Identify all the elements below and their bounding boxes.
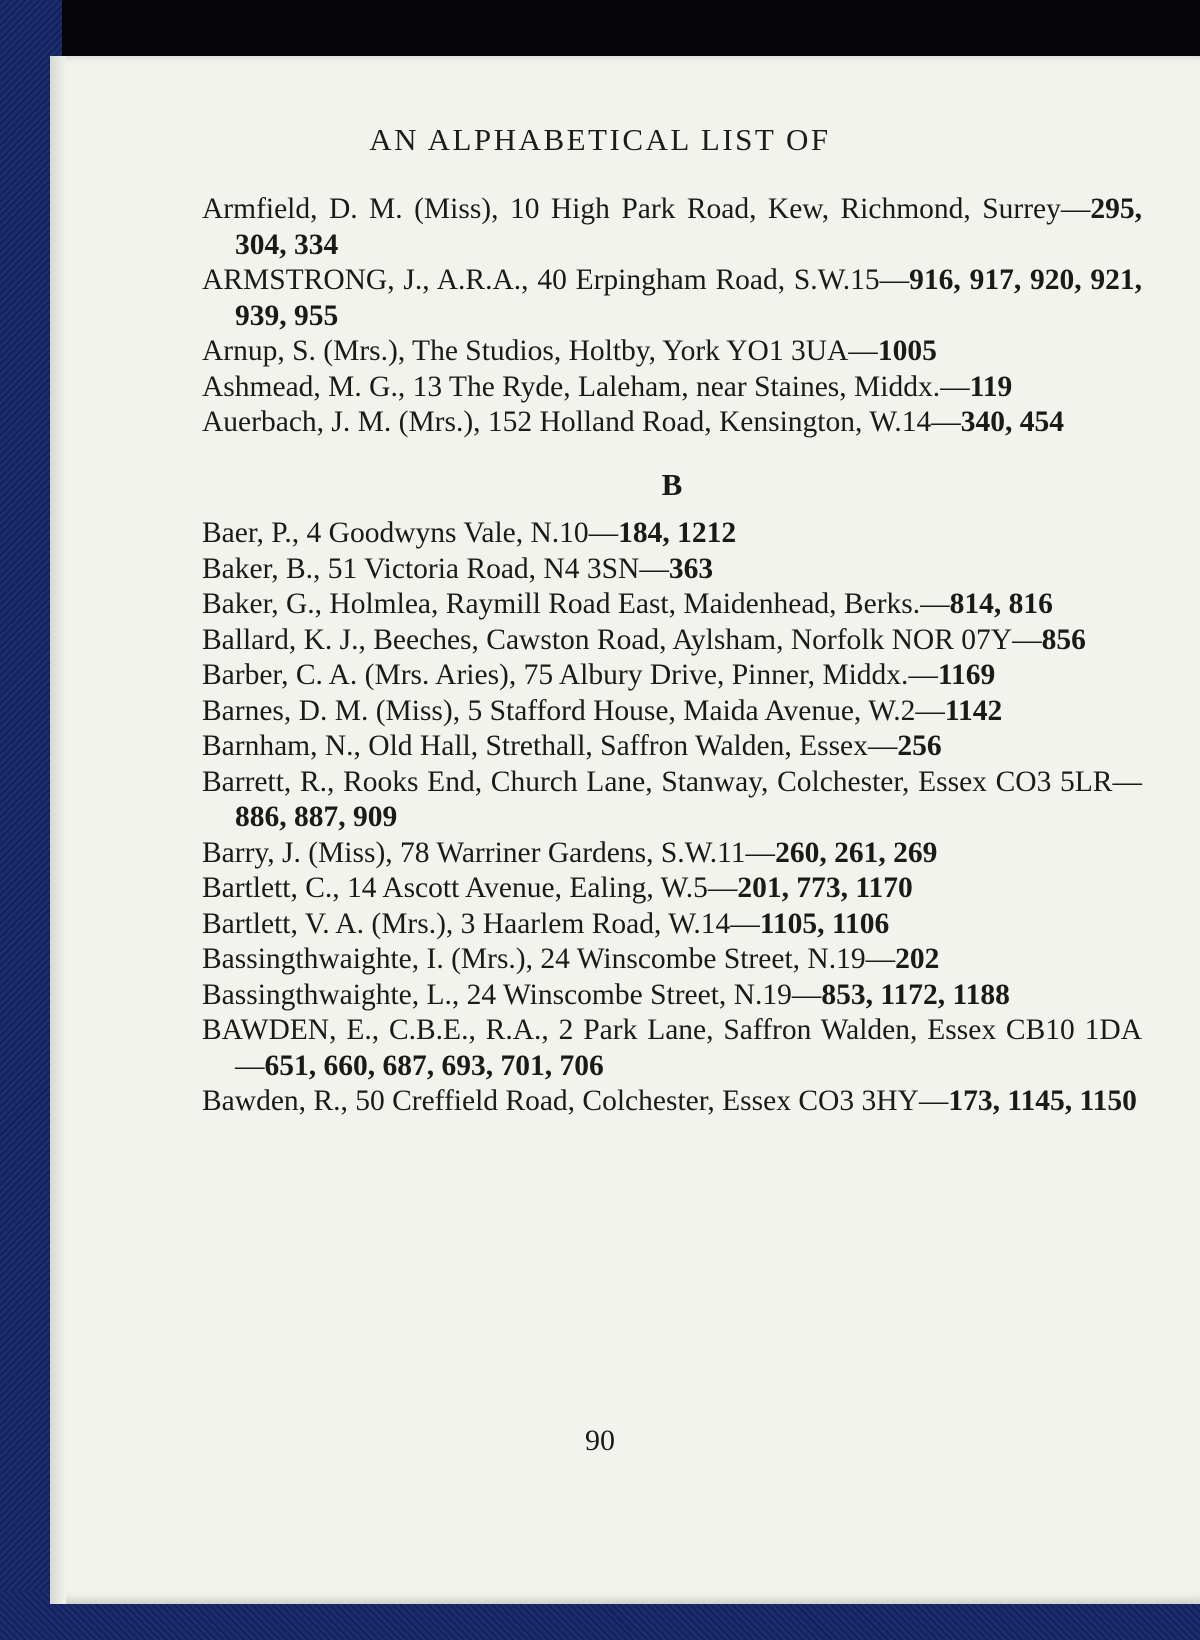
page-gutter-shadow [50, 56, 66, 1604]
entry-numbers: 340, 454 [960, 406, 1064, 438]
entry-text: ARMSTRONG, J., A.R.A., 40 Erpingham Road, S.W.15— [202, 264, 910, 296]
list-item [202, 405, 1142, 441]
entry-numbers: 260, 261, 269 [775, 836, 938, 869]
entry-text: Bassingthwaighte, I. (Mrs.), 24 Winscombe Street, N.19— [202, 943, 896, 975]
entry-text: Bawden, R., 50 Creffield Road, Colchester, Essex CO3 3HY— [202, 1085, 949, 1117]
entry-text: Barnham, N., Old Hall, Strethall, Saffron Walden, Essex— [202, 730, 898, 762]
list-item [202, 587, 1142, 623]
entry-numbers: 363 [668, 552, 714, 585]
entry-text: Baker, G., Holmlea, Raymill Road East, Maidenhead, Berks.— [202, 588, 950, 620]
list-item [202, 263, 1142, 334]
list-item [202, 192, 1142, 263]
entry-numbers: 1005 [877, 335, 937, 367]
entry-numbers: 119 [969, 370, 1013, 403]
entry-numbers: 173, 1145, 1150 [948, 1085, 1137, 1117]
list-item [202, 658, 1142, 694]
list-item [202, 871, 1142, 907]
entry-numbers: 814, 816 [949, 588, 1053, 620]
list-item [202, 334, 1142, 370]
entry-text: Auerbach, J. M. (Mrs.), 152 Holland Road, Kensington, W.14— [202, 406, 961, 438]
list-item [202, 1084, 1142, 1120]
entry-text: Baker, B., 51 Victoria Road, N4 3SN— [202, 552, 669, 585]
entry-numbers: 184, 1212 [618, 517, 737, 549]
entry-text: Barnes, D. M. (Miss), 5 Stafford House, Maida Avenue, W.2— [202, 694, 945, 727]
list-item [202, 694, 1142, 730]
entry-numbers: 202 [895, 943, 940, 975]
entry-numbers: 1142 [944, 694, 1003, 727]
entry-text: Bartlett, V. A. (Mrs.), 3 Haarlem Road, W.14— [202, 907, 760, 940]
entry-numbers: 853, 1172, 1188 [821, 978, 1010, 1011]
entry-text: Barber, C. A. (Mrs. Aries), 75 Albury Drive, Pinner, Middx.— [202, 659, 938, 691]
entry-text: Ballard, K. J., Beeches, Cawston Road, Aylsham, Norfolk NOR 07Y— [202, 623, 1042, 656]
background-dark [0, 0, 1200, 58]
entry-numbers: 916, 917, 920, 921, 939, 955 [235, 264, 1143, 332]
list-item [202, 729, 1142, 765]
list-item [202, 907, 1142, 943]
entry-text: Ashmead, M. G., 13 The Ryde, Laleham, near Staines, Middx.— [202, 370, 970, 403]
list-item [202, 516, 1142, 552]
entry-text: Barrett, R., Rooks End, Church Lane, Stanway, Colchester, Essex CO3 5LR— [202, 765, 1142, 798]
list-item [202, 942, 1142, 978]
entry-list [202, 192, 1142, 1120]
list-item [202, 623, 1142, 659]
entry-text: Bassingthwaighte, L., 24 Winscombe Street, N.19— [202, 978, 822, 1011]
list-item [202, 765, 1142, 836]
entry-numbers: 856 [1041, 623, 1086, 656]
list-item [202, 552, 1142, 588]
section-letter: B [661, 466, 683, 502]
entry-numbers: 256 [897, 730, 942, 762]
list-item [202, 370, 1142, 406]
entry-numbers: 1169 [937, 659, 996, 691]
list-item [202, 836, 1142, 872]
list-item [202, 978, 1142, 1014]
entry-text: Armfield, D. M. (Miss), 10 High Park Road, Kew, Richmond, Surrey— [202, 193, 1091, 225]
entry-numbers: 201, 773, 1170 [737, 872, 913, 904]
entry-text: Arnup, S. (Mrs.), The Studios, Holtby, York YO1 3UA— [202, 335, 878, 367]
entry-text: BAWDEN, E., C.B.E., R.A., 2 Park Lane, Saffron Walden, Essex CB10 1DA— [202, 1014, 1142, 1082]
page-number: 90 [585, 1424, 615, 1457]
entry-numbers: 651, 660, 687, 693, 701, 706 [264, 1049, 604, 1082]
entry-text: Baer, P., 4 Goodwyns Vale, N.10— [202, 517, 619, 549]
entry-text: Barry, J. (Miss), 78 Warriner Gardens, S.W.11— [202, 836, 776, 869]
entry-numbers: 1105, 1106 [759, 907, 890, 940]
entry-numbers: 295, 304, 334 [235, 193, 1142, 261]
running-head: AN ALPHABETICAL LIST OF [369, 122, 831, 157]
list-item [202, 1013, 1142, 1084]
entry-text: Bartlett, C., 14 Ascott Avenue, Ealing, W.5— [202, 872, 738, 904]
entry-numbers: 886, 887, 909 [235, 801, 398, 833]
